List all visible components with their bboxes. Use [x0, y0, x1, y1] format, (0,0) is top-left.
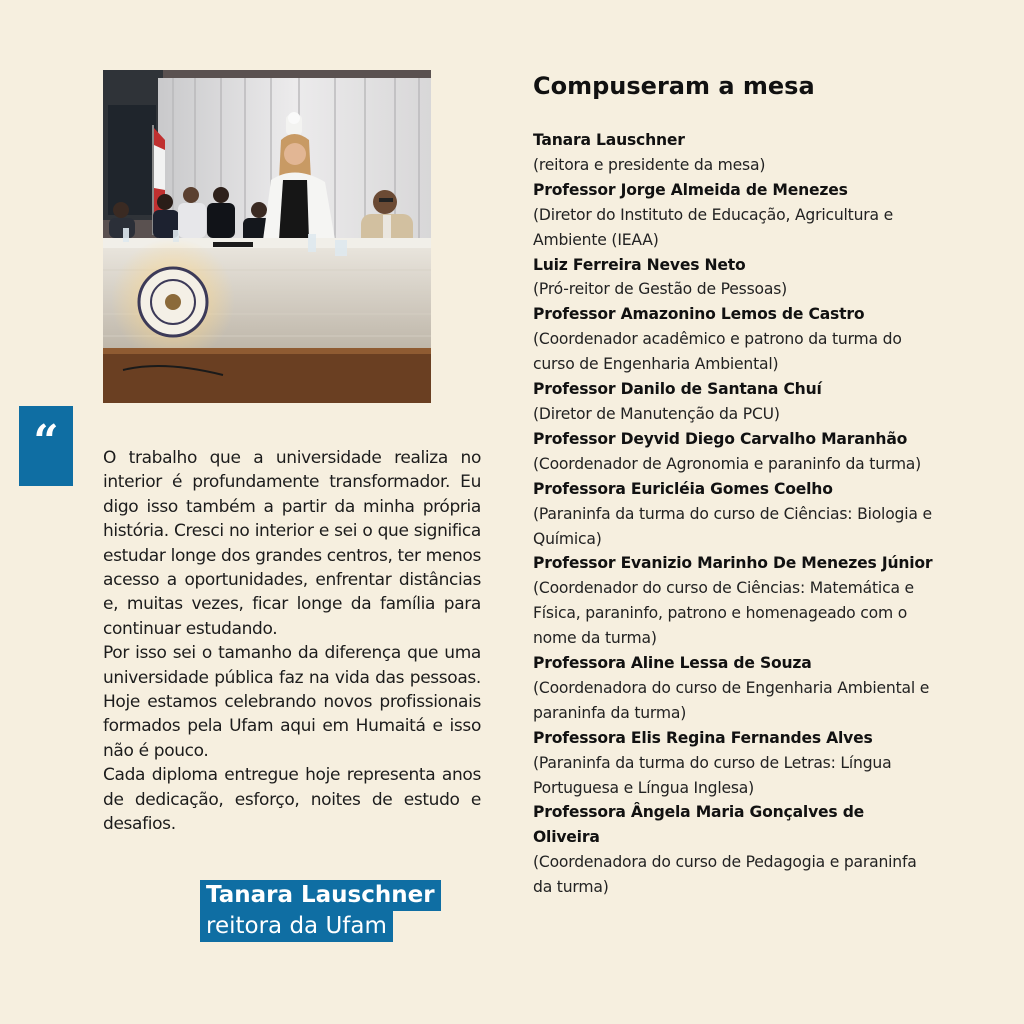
member-item — [533, 128, 933, 178]
member-name: Professor Evanizio Marinho De Menezes Júnior — [533, 554, 933, 573]
member-list — [533, 128, 933, 900]
signature-role: reitora da Ufam — [200, 911, 393, 942]
quote-mark-icon: “ — [19, 406, 73, 486]
member-item — [533, 302, 933, 377]
member-role: (Paraninfa da turma do curso de Letras: Língua Portuguesa e Língua Inglesa) — [533, 753, 892, 797]
rector-quote — [103, 446, 481, 837]
member-item — [533, 427, 933, 477]
quote-paragraph: Por isso sei o tamanho da diferença que uma universidade pública faz na vida das pessoas. Hoje estamos celebrando novos profissionais formados pela Ufam aqui em Humaitá e isso não é pouco. — [103, 643, 481, 761]
member-role: (Coordenadora do curso de Pedagogia e paraninfa da turma) — [533, 853, 917, 897]
member-item — [533, 477, 933, 552]
member-name: Professora Aline Lessa de Souza — [533, 654, 812, 673]
member-name: Professor Amazonino Lemos de Castro — [533, 305, 865, 324]
member-name: Professor Deyvid Diego Carvalho Maranhão — [533, 429, 908, 448]
member-item — [533, 377, 933, 427]
member-role: (Diretor do Instituto de Educação, Agricultura e Ambiente (IEAA) — [533, 205, 893, 249]
signature-name: Tanara Lauschner — [200, 880, 441, 911]
ceremony-photo — [103, 70, 431, 403]
member-item — [533, 800, 933, 900]
member-name: Professora Euricléia Gomes Coelho — [533, 479, 833, 498]
member-item — [533, 178, 933, 253]
quote-signature — [200, 880, 441, 942]
ceremony-photo-illustration — [103, 70, 431, 403]
member-item — [533, 253, 933, 303]
member-name: Professor Jorge Almeida de Menezes — [533, 180, 848, 199]
member-name: Luiz Ferreira Neves Neto — [533, 255, 746, 274]
member-name: Professora Elis Regina Fernandes Alves — [533, 728, 873, 747]
member-role: (Coordenadora do curso de Engenharia Ambiental e paraninfa da turma) — [533, 678, 930, 722]
member-item — [533, 726, 933, 801]
member-role: (Diretor de Manutenção da PCU) — [533, 404, 780, 423]
member-role: (Paraninfa da turma do curso de Ciências: Biologia e Química) — [533, 504, 932, 548]
member-role: (Coordenador de Agronomia e paraninfo da turma) — [533, 454, 922, 473]
quote-paragraph: O trabalho que a universidade realiza no interior é profundamente transformador. Eu digo isso também a partir da minha própria história. Cresci no interior e sei o que significa estudar longe dos grandes centros, ter menos acesso a oportunidades, enfrentar distâncias e, muitas vezes, ficar longe da família para continuar estudando. — [103, 448, 481, 639]
member-name: Tanara Lauschner — [533, 131, 685, 149]
panel-title: Compuseram a mesa — [533, 72, 815, 100]
member-role: (reitora e presidente da mesa) — [533, 155, 766, 174]
member-name: Professor Danilo de Santana Chuí — [533, 380, 822, 399]
member-role: (Pró-reitor de Gestão de Pessoas) — [533, 280, 788, 299]
member-role: (Coordenador acadêmico e patrono da turma do curso de Engenharia Ambiental) — [533, 330, 902, 374]
member-item — [533, 551, 933, 651]
member-role: (Coordenador do curso de Ciências: Matemática e Física, paraninfo, patrono e homenageado com o nome da turma) — [533, 579, 914, 648]
member-name: Professora Ângela Maria Gonçalves de Oliveira — [533, 803, 865, 847]
member-item — [533, 651, 933, 726]
quote-paragraph: Cada diploma entregue hoje representa anos de dedicação, esforço, noites de estudo e desafios. — [103, 765, 481, 835]
